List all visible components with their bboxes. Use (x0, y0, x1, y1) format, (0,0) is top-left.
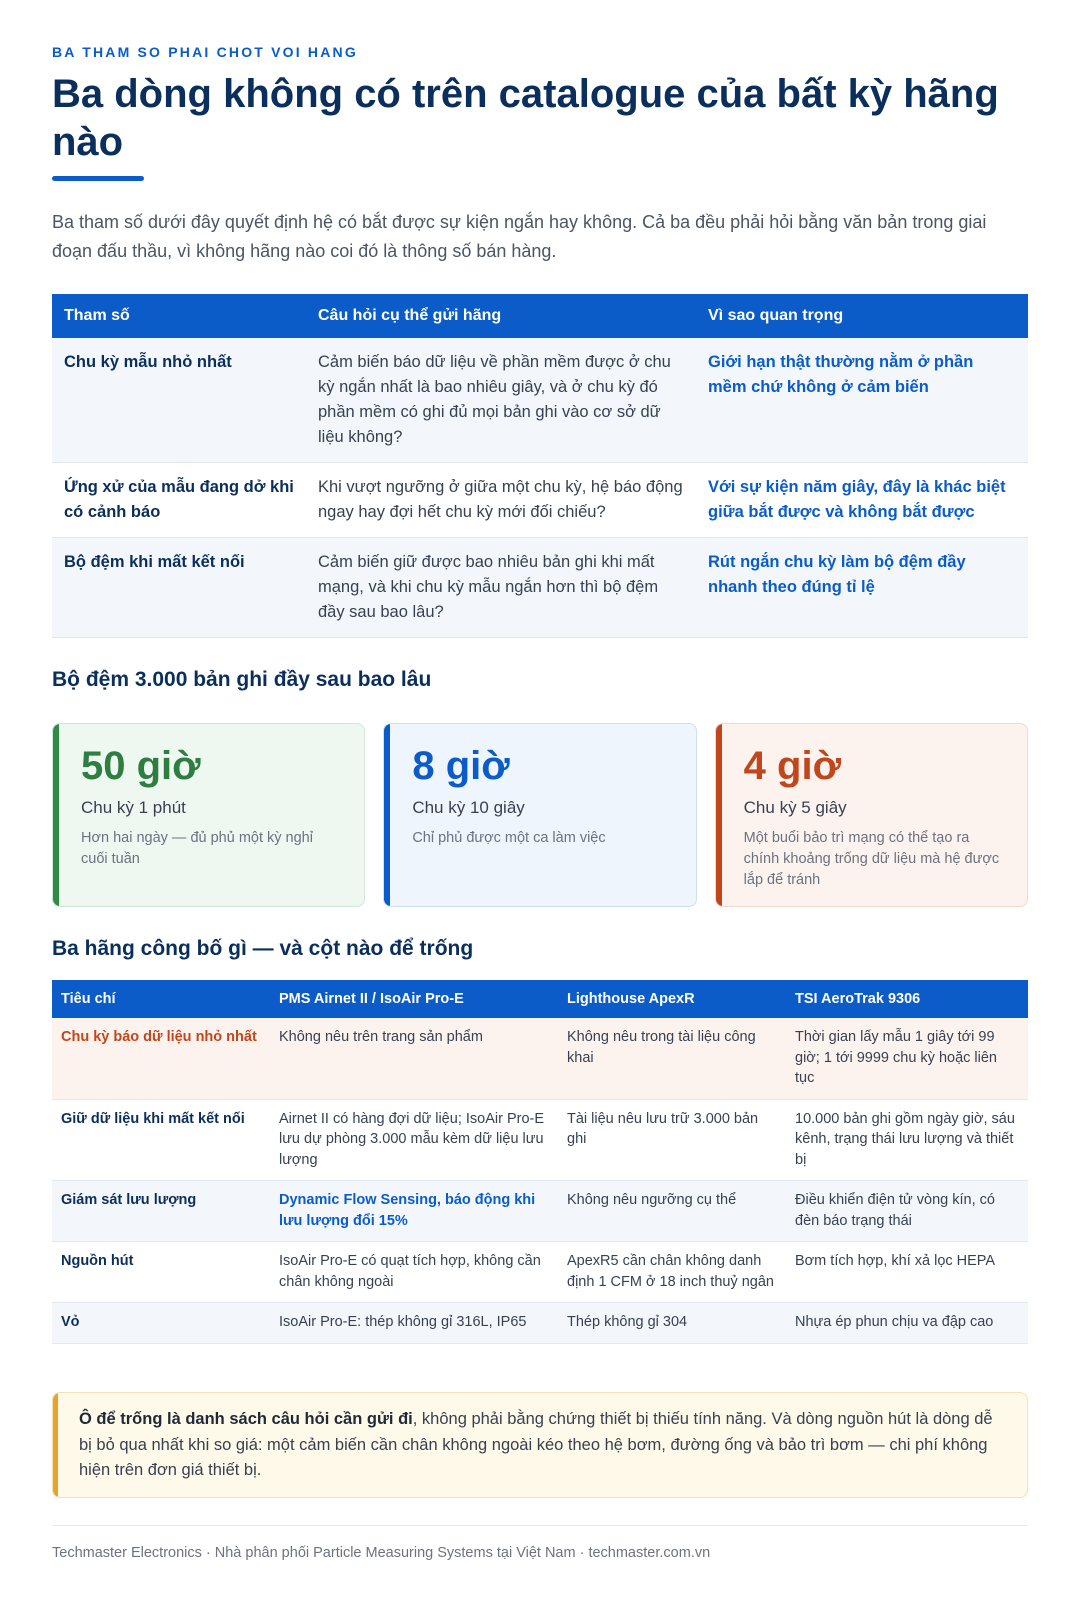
lead-paragraph: Ba tham số dưới đây quyết định hệ có bắt được sự kiện ngắn hay không. Cả ba đều phải hỏi bằng văn bản trong giai đoạn đấu thầu, vì không hãng nào coi đó là thông số bán hàng. (52, 212, 987, 261)
table-row (52, 1099, 1028, 1181)
buffer-card-1-minute (52, 723, 365, 907)
header-cell: Lighthouse ApexR (558, 980, 786, 1018)
vendor-cell: Bơm tích hợp, khí xả lọc HEPA (786, 1242, 1028, 1303)
table-row (52, 463, 1028, 538)
vendor-cell: 10.000 bản ghi gồm ngày giờ, sáu kênh, trạng thái lưu lượng và thiết bị (786, 1099, 1028, 1181)
footer: Techmaster Electronics · Nhà phân phối Particle Measuring Systems tại Việt Nam · techmaster.com.vn (52, 1545, 711, 1561)
table-row (52, 1242, 1028, 1303)
parameters-table-header (52, 294, 1028, 338)
vendor-cell: IsoAir Pro-E: thép không gỉ 316L, IP65 (270, 1303, 558, 1344)
table-row (52, 338, 1028, 463)
header-cell: Tham số (52, 294, 306, 338)
criterion-cell: Vỏ (52, 1303, 270, 1344)
buffer-section-title: Bộ đệm 3.000 bản ghi đầy sau bao lâu (52, 668, 432, 691)
table-row (52, 538, 1028, 638)
param-cell: Bộ đệm khi mất kết nối (52, 538, 306, 638)
vendor-cell: IsoAir Pro-E có quạt tích hợp, không cần chân không ngoài (270, 1242, 558, 1303)
criterion-cell: Giám sát lưu lượng (52, 1181, 270, 1242)
vendor-cell: Airnet II có hàng đợi dữ liệu; IsoAir Pro-E lưu dự phòng 3.000 mẫu kèm dữ liệu lưu lượng (270, 1099, 558, 1181)
parameters-table (52, 294, 1028, 638)
vendor-cell: Thép không gỉ 304 (558, 1303, 786, 1344)
buffer-card-5-seconds (715, 723, 1028, 907)
vendor-comparison-table (52, 980, 1028, 1344)
vendor-cell: ApexR5 cần chân không danh định 1 CFM ở 18 inch thuỷ ngân (558, 1242, 786, 1303)
table-row (52, 1181, 1028, 1242)
table-row (52, 1303, 1028, 1344)
title-underline (52, 176, 144, 181)
buffer-cards (52, 723, 1028, 907)
vendor-cell: Không nêu trong tài liệu công khai (558, 1018, 786, 1099)
vendor-cell: Thời gian lấy mẫu 1 giây tới 99 giờ; 1 tới 9999 chu kỳ hoặc liên tục (786, 1018, 1028, 1099)
vendor-cell: Tài liệu nêu lưu trữ 3.000 bản ghi (558, 1099, 786, 1181)
param-cell: Chu kỳ mẫu nhỏ nhất (52, 338, 306, 463)
card-value: 50 giờ (81, 744, 201, 788)
question-cell: Khi vượt ngưỡng ở giữa một chu kỳ, hệ báo động ngay hay đợi hết chu kỳ mới đối chiếu? (306, 463, 696, 538)
callout-strong: Ô để trống là danh sách câu hỏi cần gửi đi (79, 1410, 413, 1428)
table-row (52, 1018, 1028, 1099)
card-cycle: Chu kỳ 10 giây (412, 798, 525, 817)
why-cell: Giới hạn thật thường nằm ở phần mềm chứ không ở cảm biến (696, 338, 1028, 463)
card-cycle: Chu kỳ 1 phút (81, 798, 186, 817)
header-cell: Tiêu chí (52, 980, 270, 1018)
card-cycle: Chu kỳ 5 giây (743, 798, 847, 817)
card-note: Chỉ phủ được một ca làm việc (412, 830, 606, 846)
criterion-cell: Nguồn hút (52, 1242, 270, 1303)
question-cell: Cảm biến giữ được bao nhiêu bản ghi khi mất mạng, và khi chu kỳ mẫu ngắn hơn thì bộ đệm đầy sau bao lâu? (306, 538, 696, 638)
criterion-cell: Giữ dữ liệu khi mất kết nối (52, 1099, 270, 1181)
header-cell: Câu hỏi cụ thể gửi hãng (306, 294, 696, 338)
vendor-cell: Không nêu trên trang sản phẩm (270, 1018, 558, 1099)
buffer-card-10-seconds (383, 723, 696, 907)
vendor-cell: Điều khiển điện tử vòng kín, có đèn báo trạng thái (786, 1181, 1028, 1242)
page-title: Ba dòng không có trên catalogue của bất kỳ hãng nào (52, 72, 999, 164)
eyebrow: BA THAM SO PHAI CHOT VOI HANG (52, 44, 358, 60)
vendor-table-header (52, 980, 1028, 1018)
callout-body: , không phải bằng chứng thiết bị thiếu tính năng. Và dòng nguồn hút là dòng dễ bị bỏ qua nhất khi so giá: một cảm biến cần chân không ngoài kéo theo hệ bơm, đường ống và bảo trì bơm — chi phí không hiện trên đơn giá thiết bị. (79, 1410, 993, 1479)
header-cell: TSI AeroTrak 9306 (786, 980, 1028, 1018)
card-value: 8 giờ (412, 744, 510, 788)
why-cell: Với sự kiện năm giây, đây là khác biệt giữa bắt được và không bắt được (696, 463, 1028, 538)
footer-divider (52, 1525, 1028, 1526)
why-cell: Rút ngắn chu kỳ làm bộ đệm đầy nhanh theo đúng tỉ lệ (696, 538, 1028, 638)
vendor-cell: Không nêu ngưỡng cụ thể (558, 1181, 786, 1242)
header-cell: Vì sao quan trọng (696, 294, 1028, 338)
vendor-cell: Nhựa ép phun chịu va đập cao (786, 1303, 1028, 1344)
callout-text (79, 1407, 1005, 1484)
vendor-section-title: Ba hãng công bố gì — và cột nào để trống (52, 937, 474, 960)
header-cell: PMS Airnet II / IsoAir Pro-E (270, 980, 558, 1018)
card-value: 4 giờ (743, 744, 841, 788)
card-note: Một buổi bảo trì mạng có thể tạo ra chính khoảng trống dữ liệu mà hệ được lắp để tránh (743, 830, 1000, 888)
param-cell: Ứng xử của mẫu đang dở khi có cảnh báo (52, 463, 306, 538)
criterion-cell: Chu kỳ báo dữ liệu nhỏ nhất (52, 1018, 270, 1099)
vendor-cell: Dynamic Flow Sensing, báo động khi lưu lượng đổi 15% (270, 1181, 558, 1242)
callout-note (52, 1392, 1028, 1498)
card-note: Hơn hai ngày — đủ phủ một kỳ nghỉ cuối tuần (81, 830, 313, 867)
question-cell: Cảm biến báo dữ liệu về phần mềm được ở chu kỳ ngắn nhất là bao nhiêu giây, và ở chu kỳ đó phần mềm có ghi đủ mọi bản ghi vào cơ sở dữ liệu không? (306, 338, 696, 463)
